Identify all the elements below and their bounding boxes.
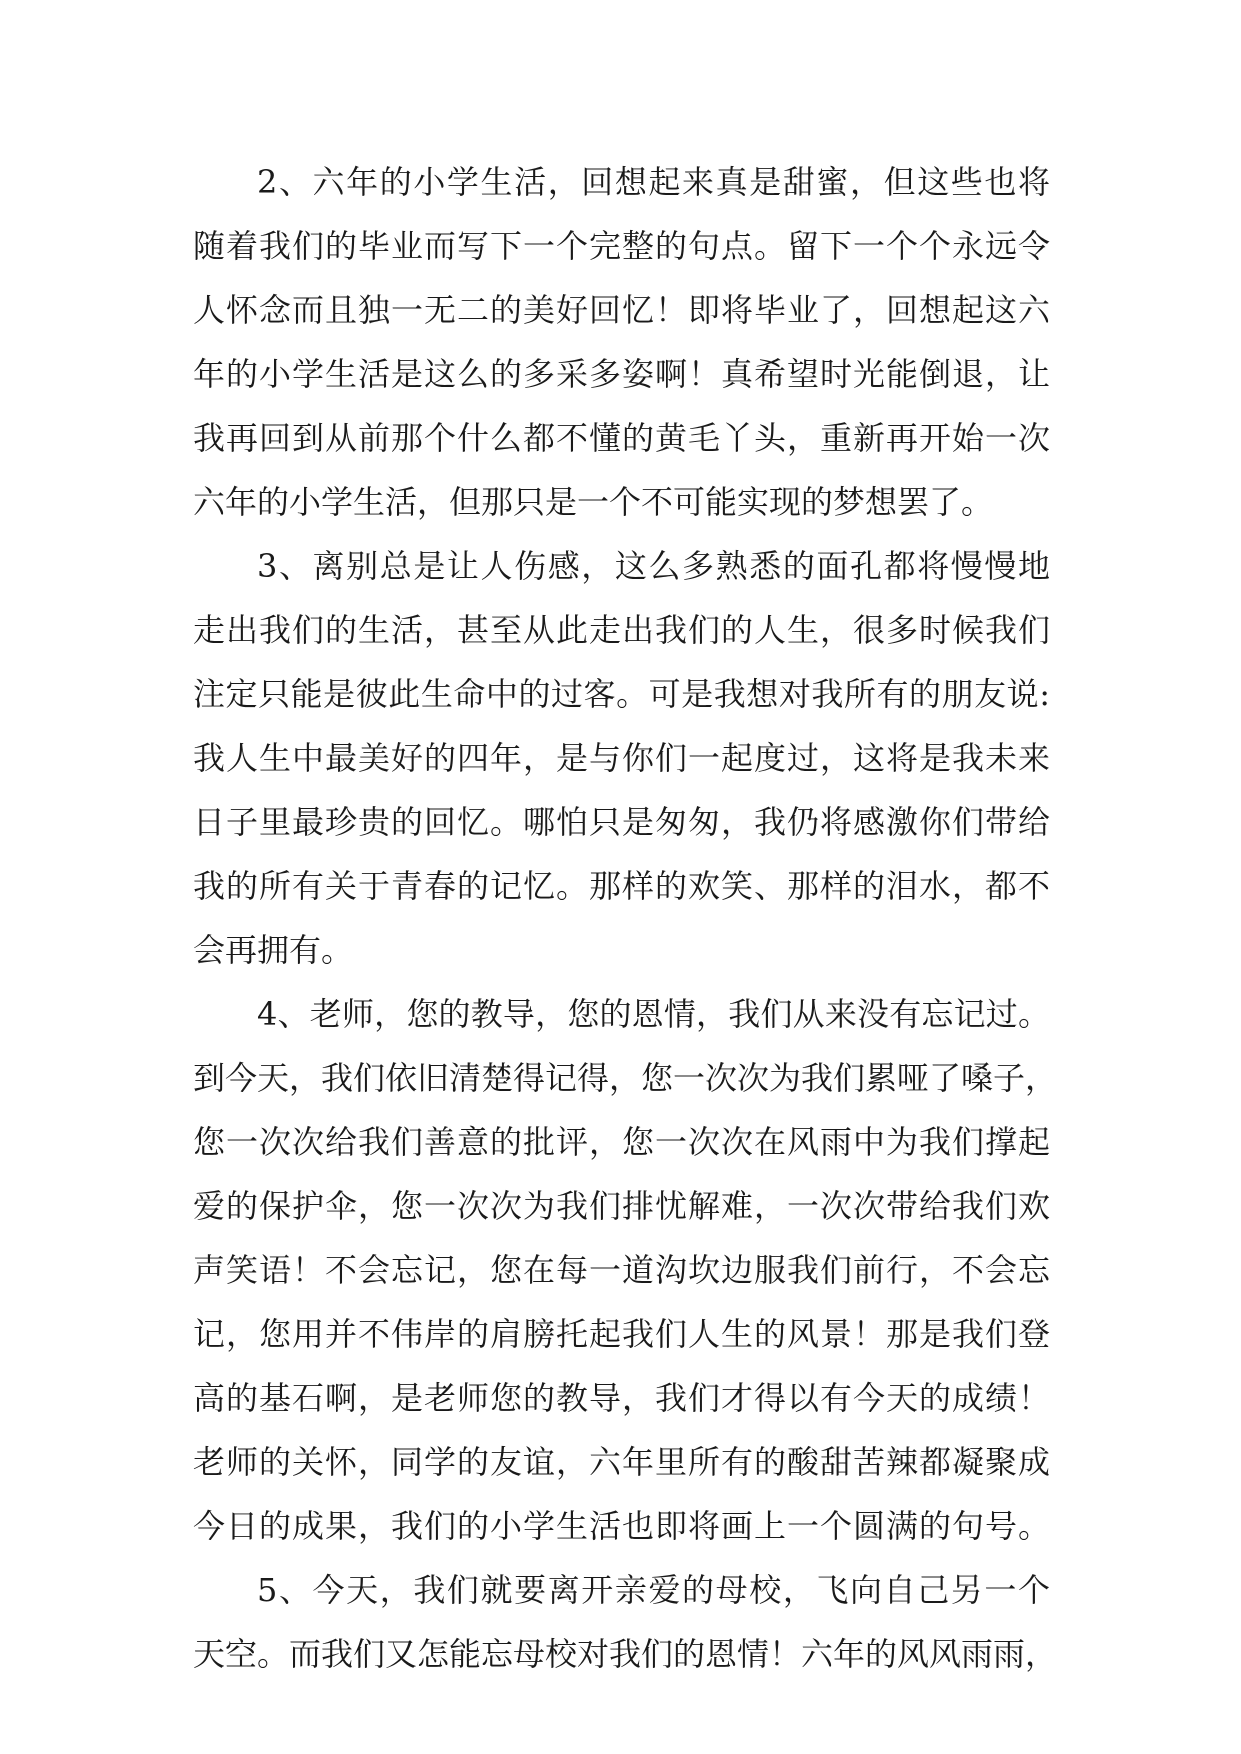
text-line: 2、六年的小学生活，回想起来真是甜蜜，但这些也将 <box>257 163 1050 201</box>
text-line: 天空。而我们又怎能忘母校对我们的恩情！六年的风风雨雨， <box>193 1635 1058 1673</box>
paragraph-2 <box>193 150 1050 534</box>
text-line: 注定只能是彼此生命中的过客。可是我想对我所有的朋友说: <box>193 675 1050 713</box>
text-line: 人怀念而且独一无二的美好回忆！即将毕业了，回想起这六 <box>193 291 1050 329</box>
text-line: 爱的保护伞，您一次次为我们排忧解难，一次次带给我们欢 <box>193 1187 1050 1225</box>
paragraph-4 <box>193 982 1058 1558</box>
text-line: 您一次次给我们善意的批评，您一次次在风雨中为我们撑起 <box>193 1123 1050 1161</box>
text-line: 会再拥有。 <box>193 931 354 969</box>
text-line: 走出我们的生活，甚至从此走出我们的人生，很多时候我们 <box>193 611 1050 649</box>
text-line: 声笑语！不会忘记，您在每一道沟坎边服我们前行，不会忘 <box>193 1251 1050 1289</box>
text-line: 记，您用并不伟岸的肩膀托起我们人生的风景！那是我们登 <box>193 1315 1050 1353</box>
text-line: 年的小学生活是这么的多采多姿啊！真希望时光能倒退，让 <box>193 355 1050 393</box>
text-line: 我的所有关于青春的记忆。那样的欢笑、那样的泪水，都不 <box>193 867 1050 905</box>
text-line: 5、今天，我们就要离开亲爱的母校，飞向自己另一个 <box>257 1571 1050 1609</box>
text-line: 我人生中最美好的四年，是与你们一起度过，这将是我未来 <box>193 739 1050 777</box>
paragraph-5 <box>193 1558 1058 1686</box>
paragraph-3 <box>193 534 1050 982</box>
text-line: 老师的关怀，同学的友谊，六年里所有的酸甜苦辣都凝聚成 <box>193 1443 1050 1481</box>
text-line: 日子里最珍贵的回忆。哪怕只是匆匆，我仍将感激你们带给 <box>193 803 1050 841</box>
text-line: 4、老师，您的教导，您的恩情，我们从来没有忘记过。 <box>257 995 1050 1033</box>
text-line: 今日的成果，我们的小学生活也即将画上一个圆满的句号。 <box>193 1507 1050 1545</box>
text-line: 3、离别总是让人伤感，这么多熟悉的面孔都将慢慢地 <box>257 547 1050 585</box>
document-body <box>193 150 1058 1686</box>
text-line: 高的基石啊，是老师您的教导，我们才得以有今天的成绩！ <box>193 1379 1050 1417</box>
text-line: 我再回到从前那个什么都不懂的黄毛丫头，重新再开始一次 <box>193 419 1050 457</box>
text-line: 到今天，我们依旧清楚得记得，您一次次为我们累哑了嗓子， <box>193 1059 1058 1097</box>
text-line: 随着我们的毕业而写下一个完整的句点。留下一个个永远令 <box>193 227 1050 265</box>
text-line: 六年的小学生活，但那只是一个不可能实现的梦想罢了。 <box>193 483 994 521</box>
